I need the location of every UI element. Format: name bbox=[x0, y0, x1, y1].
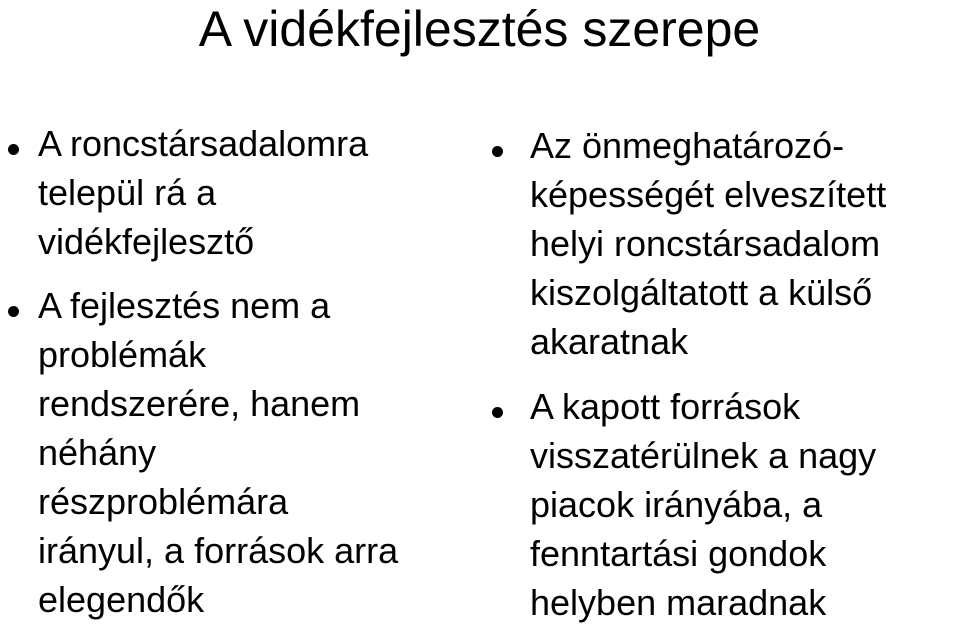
bullet-line: A kapott források bbox=[530, 386, 801, 427]
bullet-line: problémák bbox=[38, 334, 207, 375]
bullet-dot-icon bbox=[8, 306, 19, 317]
bullet-line: vidékfejlesztő bbox=[38, 221, 255, 262]
slide-title: A vidékfejlesztés szerepe bbox=[198, 1, 761, 57]
bullet-line: rendszerére, hanem bbox=[38, 383, 361, 424]
bullet-line: helyben maradnak bbox=[530, 582, 827, 623]
bullet-line: helyi roncstársadalom bbox=[530, 223, 881, 264]
bullet-line: piacok irányába, a bbox=[530, 484, 823, 525]
bullet-dot-icon bbox=[492, 146, 503, 157]
bullet-line: akaratnak bbox=[530, 321, 689, 362]
bullet-line: részproblémára bbox=[38, 481, 289, 522]
bullet-line: A roncstársadalomra bbox=[38, 123, 369, 164]
bullet-line: néhány bbox=[38, 432, 157, 473]
bullet-line: képességét elveszített bbox=[530, 174, 887, 215]
bullet-dot-icon bbox=[8, 144, 19, 155]
bullet-line: irányul, a források arra bbox=[38, 530, 399, 571]
bullet-line: A fejlesztés nem a bbox=[38, 285, 331, 326]
bullet-line: visszatérülnek a nagy bbox=[530, 435, 877, 476]
bullet-line: települ rá a bbox=[38, 172, 217, 213]
bullet-dot-icon bbox=[492, 407, 503, 418]
bullet-line: fenntartási gondok bbox=[530, 533, 827, 574]
bullet-line: elegendők bbox=[38, 579, 205, 620]
bullet-line: Az önmeghatározó- bbox=[530, 125, 845, 166]
bullet-line: kiszolgáltatott a külső bbox=[530, 272, 873, 313]
